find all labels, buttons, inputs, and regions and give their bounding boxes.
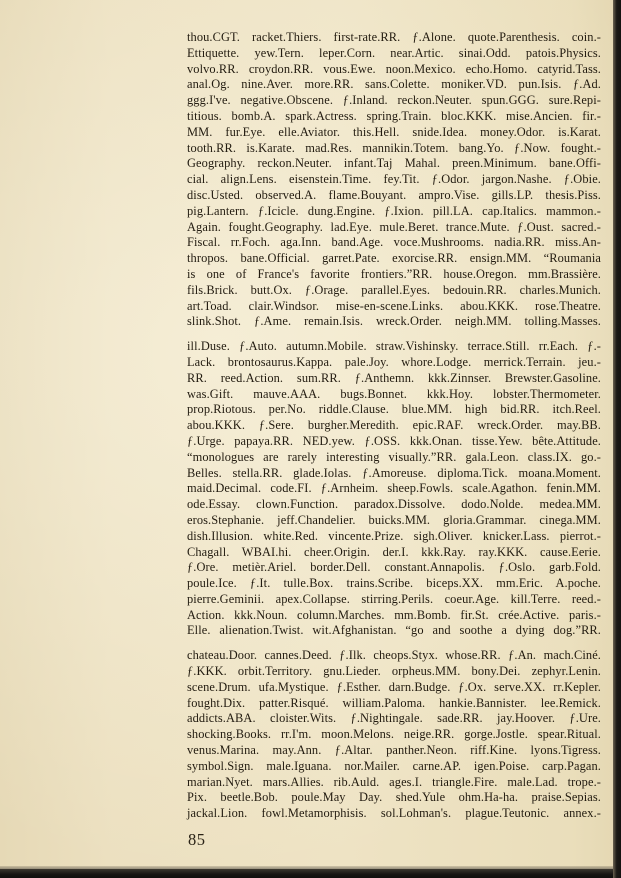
text-line: ƒ.Ore. metièr.Ariel. border.Dell. constant.Annapolis. ƒ.Oslo. garb.Fold. [187, 560, 601, 575]
text-line: titious. bomb.A. spark.Actress. spring.Train. bloc.KKK. mise.Ancien. fir.- [187, 108, 601, 123]
scan-edge-right [613, 0, 621, 878]
text-line: Belles. stella.RR. glade.Iolas. ƒ.Amoreuse. diploma.Tick. moana.Moment. [187, 465, 601, 480]
text-line: was.Gift. mauve.AAA. bugs.Bonnet. kkk.Hoy. lobster.Thermometer. [187, 386, 601, 401]
text-line: eros.Stephanie. jeff.Chandelier. buicks.MM. gloria.Grammar. cinega.MM. [187, 512, 601, 527]
text-line: maid.Decimal. code.FI. ƒ.Arnheim. sheep.Fowls. scale.Agathon. fenin.MM. [187, 481, 601, 496]
page-number: 85 [188, 830, 206, 849]
text-line: symbol.Sign. male.Iguana. nor.Mailer. carne.AP. igen.Poise. carp.Pagan. [187, 758, 601, 773]
text-line: Again. fought.Geography. lad.Eye. mule.Beret. trance.Mute. ƒ.Oust. sacred.- [187, 219, 601, 234]
text-line: thou.CGT. racket.Thiers. first-rate.RR. ƒ.Alone. quote.Parenthesis. coin.- [187, 30, 601, 44]
text-line: is one of France's favorite frontiers.”RR. house.Oregon. mm.Brassière. [187, 266, 601, 281]
text-line: poule.Ice. ƒ.It. tulle.Box. trains.Scribe. biceps.XX. mm.Eric. A.poche. [187, 576, 601, 591]
text-line: Chagall. WBAI.hi. cheer.Origin. der.I. kkk.Ray. ray.KKK. cause.Eerie. [187, 544, 601, 559]
text-line: marian.Nyet. mars.Allies. rib.Auld. ages.I. triangle.Fire. male.Lad. trope.- [187, 774, 601, 789]
text-line: disc.Usted. observed.A. flame.Bouyant. ampro.Vise. gills.LP. thesis.Piss. [187, 187, 601, 202]
text-line: abou.KKK. ƒ.Sere. burgher.Meredith. epic.RAF. wreck.Order. may.BB. [187, 418, 601, 433]
text-line: Geography. reckon.Neuter. infant.Taj Mahal. preen.Minimum. bane.Offi- [187, 156, 601, 171]
text-line: Ettiquette. yew.Tern. leper.Corn. near.Artic. sinai.Odd. patois.Physics. [187, 45, 601, 60]
text-line: Elle. alienation.Twist. wit.Afghanistan. “go and soothe a dying dog.”RR. [187, 623, 601, 638]
text-line: Lack. brontosaurus.Kappa. pale.Joy. whore.Lodge. merrick.Terrain. jeu.- [187, 354, 601, 369]
text-line: prop.Riotous. per.No. riddle.Clause. blue.MM. high bid.RR. itch.Reel. [187, 402, 601, 417]
text-line: ill.Duse. ƒ.Auto. autumn.Mobile. straw.Vishinsky. terrace.Still. rr.Each. ƒ.- [187, 339, 601, 354]
text-line: pig.Lantern. ƒ.Icicle. dung.Engine. ƒ.Ixion. pill.LA. cap.Italics. mammon.- [187, 203, 601, 218]
text-line: Action. kkk.Noun. column.Marches. mm.Bomb. fir.St. crée.Active. paris.- [187, 607, 601, 622]
text-line: pierre.Geminii. apex.Collapse. stirring.Perils. coeur.Age. kill.Terre. reed.- [187, 591, 601, 606]
text-line: MM. fur.Eye. elle.Aviator. this.Hell. snide.Idea. money.Odor. is.Karat. [187, 124, 601, 139]
text-line: addicts.ABA. cloister.Wits. ƒ.Nightingale. sade.RR. jay.Hoover. ƒ.Ure. [187, 711, 601, 726]
text-line: art.Toad. clair.Windsor. mise-en-scene.Links. abou.KKK. rose.Theatre. [187, 298, 601, 313]
text-line: ode.Essay. clown.Function. paradox.Dissolve. dodo.Nolde. medea.MM. [187, 497, 601, 512]
paragraph [187, 648, 601, 822]
paragraph [187, 30, 601, 330]
scan-edge-bottom [0, 869, 621, 878]
text-line: Fiscal. rr.Foch. aga.Inn. band.Age. voce.Mushrooms. nadia.RR. miss.An- [187, 235, 601, 250]
text-line: ƒ.Urge. papaya.RR. NED.yew. ƒ.OSS. kkk.Onan. tisse.Yew. bête.Attitude. [187, 433, 601, 448]
text-line: ggg.I've. negative.Obscene. ƒ.Inland. reckon.Neuter. spun.GGG. sure.Repi- [187, 93, 601, 108]
text-line: anal.Og. nine.Aver. more.RR. sans.Colette. moniker.VD. pun.Isis. ƒ.Ad. [187, 77, 601, 92]
text-line: dish.Illusion. white.Red. vincente.Prize. sigh.Oliver. knicker.Lass. pierrot.- [187, 528, 601, 543]
text-line: volvo.RR. croydon.RR. vous.Ewe. noon.Mexico. echo.Homo. catyrid.Tass. [187, 61, 601, 76]
text-line: Pix. beetle.Bob. poule.May Day. shed.Yule ohm.Ha-ha. praise.Sepias. [187, 790, 601, 805]
text-line: ƒ.KKK. orbit.Territory. gnu.Lieder. orpheus.MM. bony.Dei. zephyr.Lenin. [187, 664, 601, 679]
text-block [187, 30, 601, 831]
text-line: fought.Dix. patter.Risqué. william.Paloma. hankie.Bannister. lee.Remick. [187, 695, 601, 710]
text-line: thropos. bane.Official. garret.Pate. exorcise.RR. ensign.MM. “Roumania [187, 251, 601, 266]
text-line: slink.Shot. ƒ.Ame. remain.Isis. wreck.Order. neigh.MM. tolling.Masses. [187, 314, 601, 329]
text-line: tooth.RR. is.Karate. mad.Res. mannikin.Totem. bang.Yo. ƒ.Now. fought.- [187, 140, 601, 155]
text-line: “monologues are rarely interesting visually.”RR. gala.Leon. class.IX. go.- [187, 449, 601, 464]
text-line: chateau.Door. cannes.Deed. ƒ.Ilk. cheops.Styx. whose.RR. ƒ.An. mach.Ciné. [187, 648, 601, 663]
text-line: shocking.Books. rr.I'm. moon.Melons. neige.RR. gorge.Jostle. spear.Ritual. [187, 727, 601, 742]
text-line: cial. align.Lens. eisenstein.Time. fey.Tit. ƒ.Odor. jargon.Nashe. ƒ.Obie. [187, 172, 601, 187]
text-line: fils.Brick. butt.Ox. ƒ.Orage. parallel.Eyes. bedouin.RR. charles.Munich. [187, 282, 601, 297]
text-line: scene.Drum. ufa.Mystique. ƒ.Esther. darn.Budge. ƒ.Ox. serve.XX. rr.Kepler. [187, 679, 601, 694]
text-line: jackal.Lion. fowl.Metamorphisis. sol.Lohman's. plague.Teutonic. annex.- [187, 806, 601, 821]
text-line: RR. reed.Action. sum.RR. ƒ.Anthemn. kkk.Zinnser. Brewster.Gasoline. [187, 370, 601, 385]
paragraph [187, 339, 601, 639]
text-line: venus.Marina. may.Ann. ƒ.Altar. panther.Neon. riff.Kine. lyons.Tigress. [187, 743, 601, 758]
